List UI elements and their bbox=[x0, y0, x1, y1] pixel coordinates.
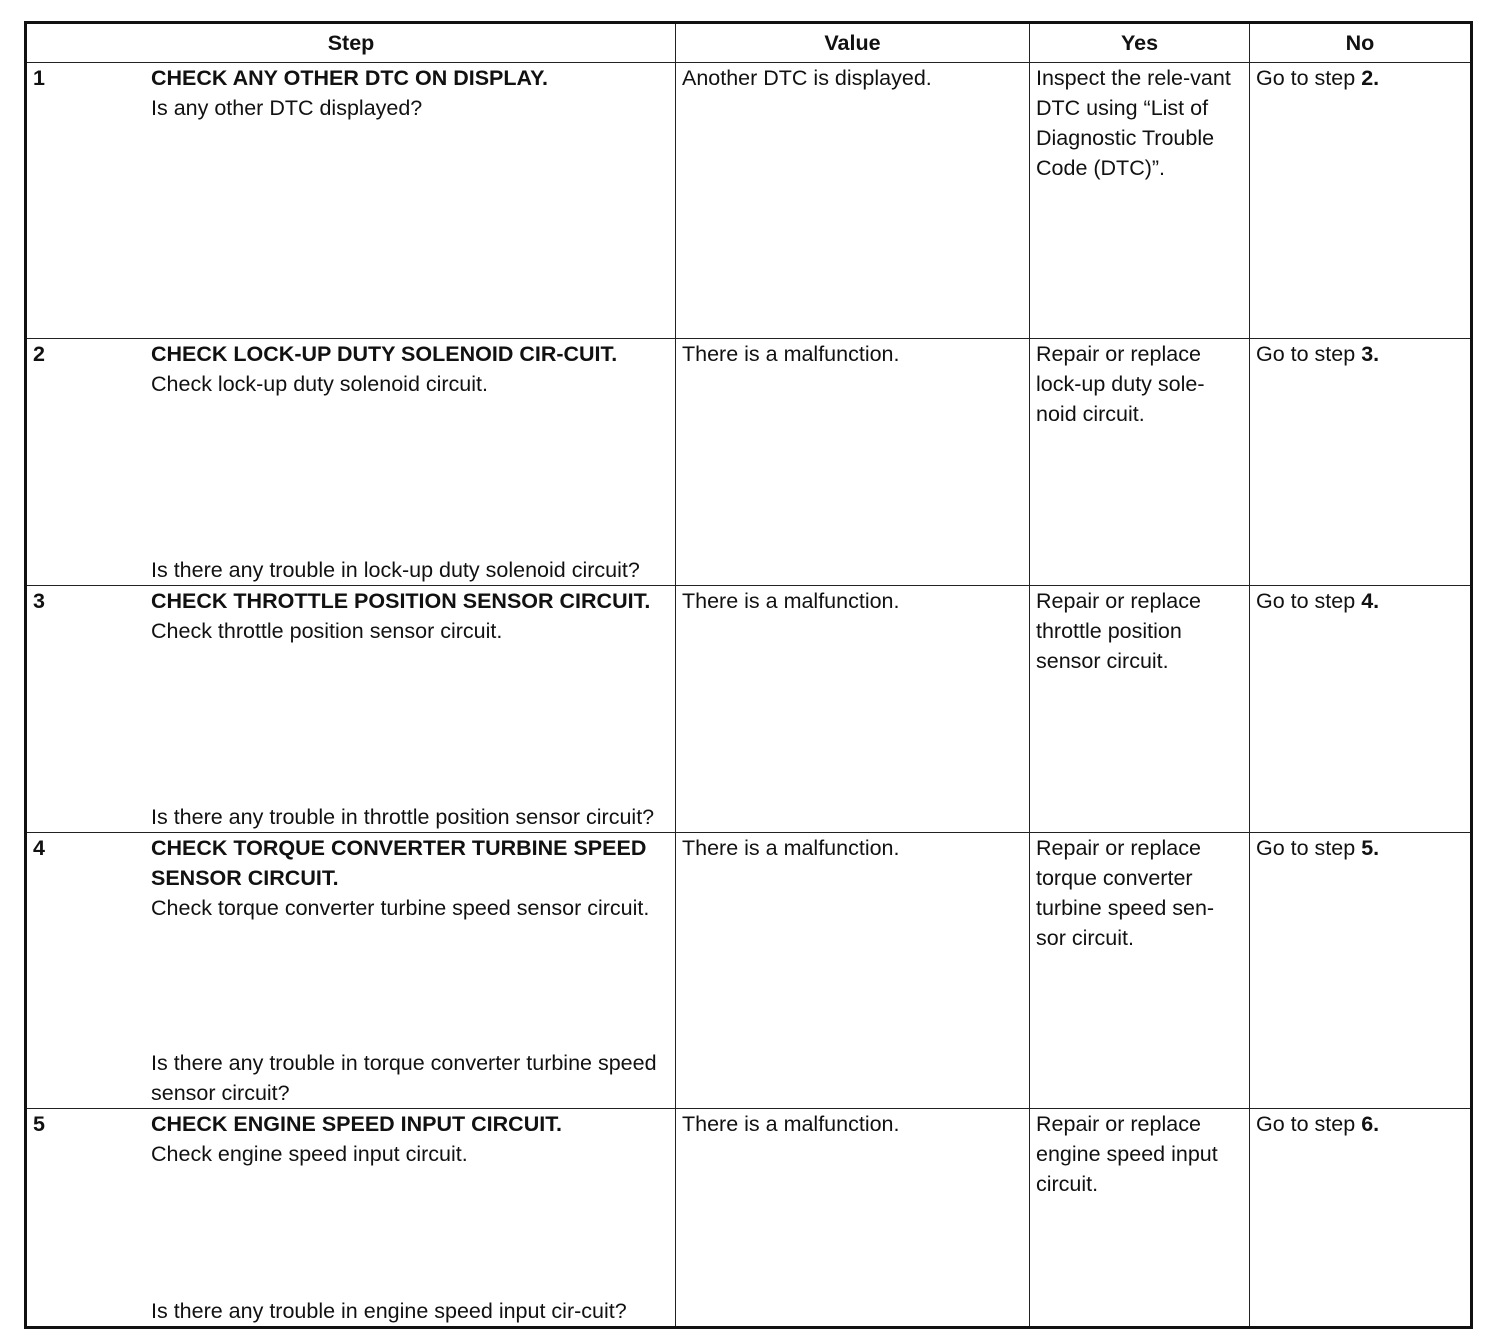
step-title: CHECK ENGINE SPEED INPUT CIRCUIT. bbox=[151, 1112, 562, 1136]
no-step-link: 6. bbox=[1361, 1112, 1380, 1136]
table-row bbox=[26, 63, 1472, 339]
table-row bbox=[26, 586, 1472, 833]
no-cell bbox=[1250, 1109, 1472, 1328]
diagnostic-table bbox=[24, 21, 1473, 1329]
step-title: CHECK THROTTLE POSITION SENSOR CIRCUIT. bbox=[151, 589, 651, 613]
step-title: CHECK TORQUE CONVERTER TURBINE SPEED SENSOR CIRCUIT. bbox=[151, 836, 647, 890]
step-question: Is there any trouble in throttle position sensor circuit? bbox=[151, 805, 655, 829]
no-prefix: Go to step bbox=[1256, 836, 1356, 860]
step-cell bbox=[26, 833, 676, 1109]
table-row bbox=[26, 833, 1472, 1109]
step-check: Check engine speed input circuit. bbox=[151, 1142, 468, 1166]
step-question: Is any other DTC displayed? bbox=[151, 96, 423, 120]
step-question: Is there any trouble in lock-up duty solenoid circuit? bbox=[151, 558, 640, 582]
step-question: Is there any trouble in torque converter turbine speed sensor circuit? bbox=[151, 1051, 657, 1105]
header-yes: Yes bbox=[1030, 23, 1250, 63]
value-cell: There is a malfunction. bbox=[676, 586, 1030, 833]
value-cell: There is a malfunction. bbox=[676, 339, 1030, 586]
step-cell bbox=[26, 586, 676, 833]
step-number: 1 bbox=[33, 66, 45, 90]
header-step: Step bbox=[26, 23, 676, 63]
yes-cell: Repair or replace lock-up duty sole-noid circuit. bbox=[1030, 339, 1250, 586]
no-cell bbox=[1250, 833, 1472, 1109]
step-check: Check torque converter turbine speed sensor circuit. bbox=[151, 896, 650, 920]
value-cell: There is a malfunction. bbox=[676, 833, 1030, 1109]
yes-cell: Repair or replace throttle position sensor circuit. bbox=[1030, 586, 1250, 833]
step-number: 4 bbox=[33, 836, 45, 860]
table-row bbox=[26, 1109, 1472, 1328]
step-title: CHECK LOCK-UP DUTY SOLENOID CIR-CUIT. bbox=[151, 342, 618, 366]
value-cell: Another DTC is displayed. bbox=[676, 63, 1030, 339]
no-cell bbox=[1250, 63, 1472, 339]
step-cell bbox=[26, 63, 676, 339]
value-cell: There is a malfunction. bbox=[676, 1109, 1030, 1328]
table-header-row bbox=[26, 23, 1472, 63]
header-value: Value bbox=[676, 23, 1030, 63]
no-step-link: 4. bbox=[1361, 589, 1380, 613]
yes-cell: Repair or replace engine speed input circuit. bbox=[1030, 1109, 1250, 1328]
table-row bbox=[26, 339, 1472, 586]
step-check: Check throttle position sensor circuit. bbox=[151, 619, 503, 643]
step-cell bbox=[26, 339, 676, 586]
no-step-link: 5. bbox=[1361, 836, 1380, 860]
no-step-link: 2. bbox=[1361, 66, 1380, 90]
step-number: 3 bbox=[33, 589, 45, 613]
step-cell bbox=[26, 1109, 676, 1328]
step-number: 2 bbox=[33, 342, 45, 366]
no-prefix: Go to step bbox=[1256, 1112, 1356, 1136]
step-check: Check lock-up duty solenoid circuit. bbox=[151, 372, 488, 396]
no-step-link: 3. bbox=[1361, 342, 1380, 366]
header-no: No bbox=[1250, 23, 1472, 63]
step-question: Is there any trouble in engine speed input cir-cuit? bbox=[151, 1299, 627, 1323]
no-prefix: Go to step bbox=[1256, 342, 1356, 366]
step-title: CHECK ANY OTHER DTC ON DISPLAY. bbox=[151, 66, 549, 90]
no-cell bbox=[1250, 339, 1472, 586]
no-cell bbox=[1250, 586, 1472, 833]
yes-cell: Inspect the rele-vant DTC using “List of Diagnostic Trouble Code (DTC)”. bbox=[1030, 63, 1250, 339]
step-number: 5 bbox=[33, 1112, 45, 1136]
no-prefix: Go to step bbox=[1256, 66, 1356, 90]
yes-cell: Repair or replace torque converter turbine speed sen-sor circuit. bbox=[1030, 833, 1250, 1109]
no-prefix: Go to step bbox=[1256, 589, 1356, 613]
